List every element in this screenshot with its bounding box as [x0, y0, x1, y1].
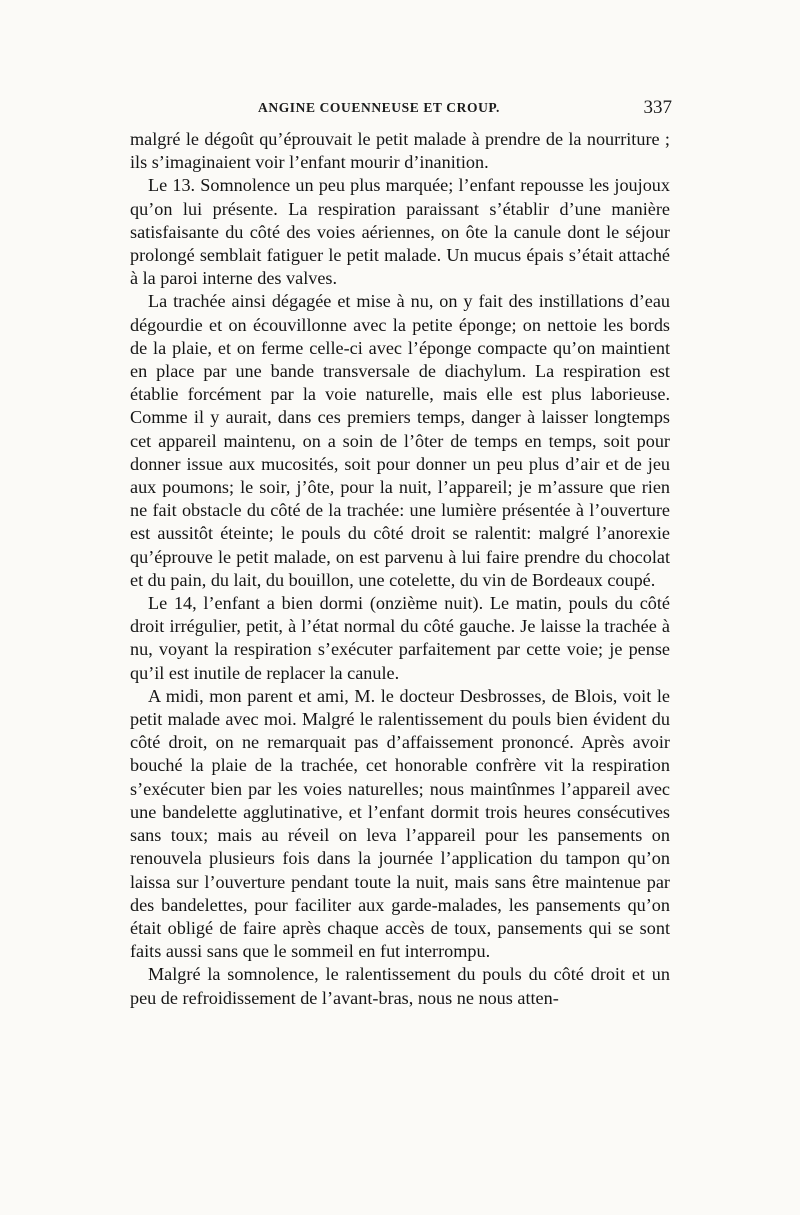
running-head: ANGINE COUENNEUSE ET CROUP.	[258, 100, 500, 115]
paragraph: A midi, mon parent et ami, M. le docteur Desbrosses, de Blois, voit le petit malade avec moi. Malgré le ralentissement du pouls bien évident du côté droit, on ne remarquait pas d’affaissement prononcé. Après avoir bouché la plaie de la trachée, cet honorable confrère vit la respiration s’exécuter bien par les voies naturelles; nous maintînmes l’appareil avec une bandelette agglutinative, et l’enfant dormit trois heures consécutives sans toux; mais au réveil on leva l’appareil pour les pansements on renouvela plusieurs fois dans la journée l’application du tampon qu’on laissa sur l’ouverture pendant toute la nuit, mais sans être maintenue par des bandelettes, pour faciliter aux garde-malades, les pansements qu’on était obligé de faire après chaque accès de toux, pansements qui se sont faits aussi sans que le sommeil en fut interrompu.	[130, 685, 670, 962]
paragraph: Le 14, l’enfant a bien dormi (onzième nuit). Le matin, pouls du côté droit irrégulier, petit, à l’état normal du côté gauche. Je laisse la trachée à nu, voyant la respiration s’exécuter parfaitement par cette voie; je pense qu’il est inutile de replacer la canule.	[130, 593, 670, 683]
paragraph: malgré le dégoût qu’éprouvait le petit malade à prendre de la nourriture ; ils s’imaginaient voir l’enfant mourir d’inanition.	[130, 129, 670, 173]
page-header	[128, 97, 672, 122]
page-number: 337	[643, 97, 672, 118]
body-text	[130, 128, 670, 1010]
paragraph: Le 13. Somnolence un peu plus marquée; l’enfant repousse les joujoux qu’on lui présente. La respiration paraissant s’établir d’une manière satisfaisante du côté des voies aériennes, on ôte la canule dont le séjour prolongé semblait fatiguer le petit malade. Un mucus épais s’était attaché à la paroi interne des valves.	[130, 175, 670, 289]
paragraph: Malgré la somnolence, le ralentissement du pouls du côté droit et un peu de refroidissement de l’avant-bras, nous ne nous atten-	[130, 964, 670, 1008]
paragraph: La trachée ainsi dégagée et mise à nu, on y fait des instillations d’eau dégourdie et on écouvillonne avec la petite éponge; on nettoie les bords de la plaie, et on ferme celle-ci avec l’éponge compacte qu’on maintient en place par une bande transversale de diachylum. La respiration est établie forcément par la voie naturelle, mais elle est plus laborieuse. Comme il y aurait, dans ces premiers temps, danger à laisser longtemps cet appareil maintenu, on a soin de l’ôter de temps en temps, soit pour donner issue aux mucosités, soit pour donner un peu plus d’air et de jeu aux poumons; le soir, j’ôte, pour la nuit, l’appareil; je m’assure que rien ne fait obstacle du côté de la trachée: une lumière présentée à l’ouverture est aussitôt éteinte; le pouls du côté droit se ralentit: malgré l’anorexie qu’éprouve le petit malade, on est parvenu à lui faire prendre du chocolat et du pain, du lait, du bouillon, une cotelette, du vin de Bordeaux coupé.	[130, 291, 670, 590]
